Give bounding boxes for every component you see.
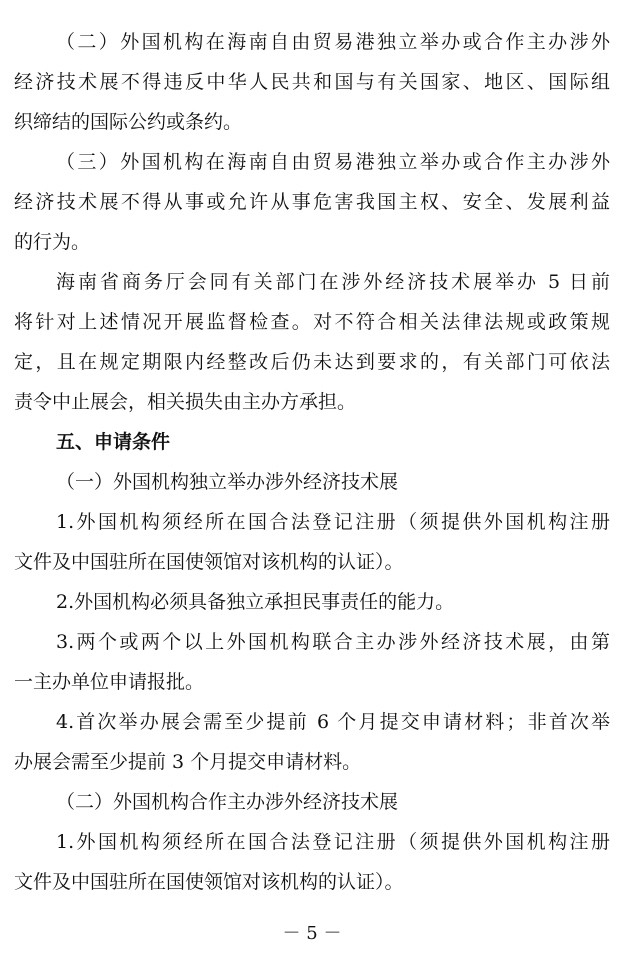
page-number: － 5 － xyxy=(282,923,342,944)
text-line: 责令中止展会，相关损失由主办方承担。 xyxy=(14,391,357,413)
text-line: 定，且在规定期限内经整改后仍未达到要求的，有关部门可依法 xyxy=(14,351,610,373)
text-line: 办展会需至少提前 3 个月提交申请材料。 xyxy=(14,751,362,773)
subsection-heading: （一）外国机构独立举办涉外经济技术展 xyxy=(56,471,399,493)
text-line: 2.外国机构必须具备独立承担民事责任的能力。 xyxy=(56,591,455,613)
text-line: 织缔结的国际公约或条约。 xyxy=(14,111,243,133)
text-line: 海南省商务厅会同有关部门在涉外经济技术展举办 5 日前 xyxy=(56,271,610,293)
text-line: 1.外国机构须经所在国合法登记注册（须提供外国机构注册 xyxy=(56,511,610,533)
subsection-heading: （二）外国机构合作主办涉外经济技术展 xyxy=(56,791,399,813)
text-line: 的行为。 xyxy=(14,231,91,253)
text-line: 经济技术展不得从事或允许从事危害我国主权、安全、发展利益 xyxy=(14,191,610,213)
section-heading: 五、申请条件 xyxy=(56,431,171,453)
text-line: 文件及中国驻所在国使领馆对该机构的认证）。 xyxy=(14,551,404,573)
text-line: 经济技术展不得违反中华人民共和国与有关国家、地区、国际组 xyxy=(14,71,610,93)
text-line: （二）外国机构在海南自由贸易港独立举办或合作主办涉外 xyxy=(56,31,610,53)
text-line: 3.两个或两个以上外国机构联合主办涉外经济技术展，由第 xyxy=(56,631,610,653)
text-line: 一主办单位申请报批。 xyxy=(14,671,205,693)
text-line: 文件及中国驻所在国使领馆对该机构的认证）。 xyxy=(14,871,404,893)
text-line: （三）外国机构在海南自由贸易港独立举办或合作主办涉外 xyxy=(56,151,610,173)
text-line: 将针对上述情况开展监督检查。对不符合相关法律法规或政策规 xyxy=(14,311,610,333)
text-line: 1.外国机构须经所在国合法登记注册（须提供外国机构注册 xyxy=(56,831,610,853)
text-line: 4.首次举办展会需至少提前 6 个月提交申请材料；非首次举 xyxy=(56,711,610,733)
